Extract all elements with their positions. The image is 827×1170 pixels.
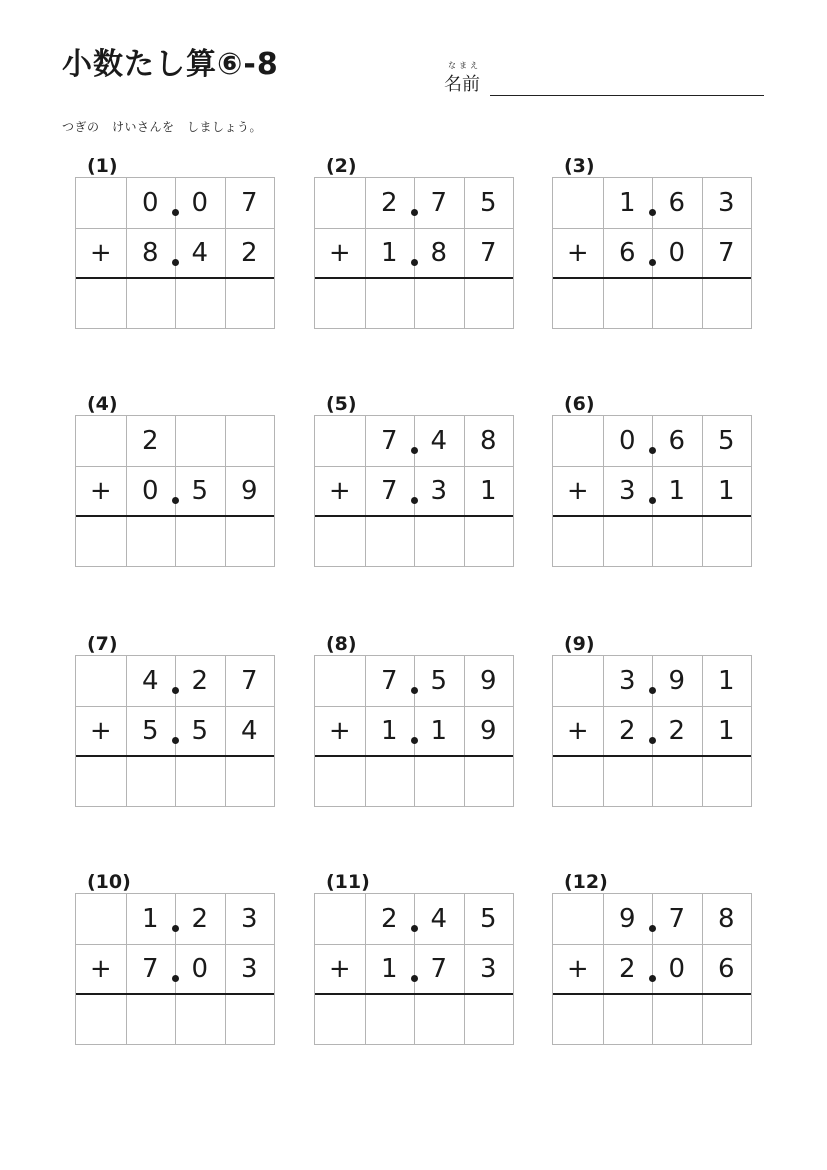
answer-cell[interactable] — [603, 278, 653, 328]
plus-sign: + — [328, 716, 351, 746]
problem-label: (5) — [326, 393, 357, 415]
decimal-point — [172, 925, 179, 932]
problem-label: (7) — [87, 633, 118, 655]
bottom-digit: 1 — [380, 954, 398, 984]
top-digit: 4 — [141, 666, 159, 696]
problem-9 — [552, 633, 752, 823]
answer-cell[interactable] — [225, 994, 275, 1044]
decimal-point — [649, 975, 656, 982]
bottom-digit: 0 — [191, 954, 209, 984]
decimal-point — [649, 925, 656, 932]
problem-1 — [75, 155, 275, 345]
plus-sign: + — [566, 954, 589, 984]
bottom-digit: 7 — [717, 238, 735, 268]
problem-grid — [75, 893, 275, 1045]
bottom-digit: 3 — [479, 954, 497, 984]
answer-cell[interactable] — [553, 278, 603, 328]
bottom-digit: 8 — [141, 238, 159, 268]
decimal-point — [172, 687, 179, 694]
decimal-point — [172, 737, 179, 744]
answer-cell[interactable] — [225, 516, 275, 566]
bottom-digit: 0 — [141, 476, 159, 506]
top-digit: 6 — [668, 188, 686, 218]
top-digit: 7 — [380, 666, 398, 696]
answer-cell[interactable] — [652, 756, 702, 806]
answer-cell[interactable] — [76, 516, 126, 566]
bottom-digit: 1 — [380, 716, 398, 746]
problem-label: (11) — [326, 871, 370, 893]
answer-cell[interactable] — [652, 278, 702, 328]
bottom-digit: 2 — [240, 238, 258, 268]
top-digit: 9 — [668, 666, 686, 696]
plus-sign: + — [89, 238, 112, 268]
top-digit: 2 — [380, 188, 398, 218]
top-digit: 7 — [240, 188, 258, 218]
problem-label: (6) — [564, 393, 595, 415]
answer-cell[interactable] — [315, 756, 365, 806]
top-digit: 5 — [479, 188, 497, 218]
answer-cell[interactable] — [365, 516, 415, 566]
problem-grid — [75, 415, 275, 567]
answer-cell[interactable] — [652, 994, 702, 1044]
bottom-digit: 3 — [240, 954, 258, 984]
answer-cell[interactable] — [464, 278, 514, 328]
name-ruby: なまえ — [448, 61, 481, 70]
problem-4 — [75, 393, 275, 583]
answer-cell[interactable] — [315, 516, 365, 566]
problem-label: (12) — [564, 871, 608, 893]
bottom-digit: 5 — [191, 716, 209, 746]
answer-cell[interactable] — [126, 756, 176, 806]
answer-cell[interactable] — [76, 994, 126, 1044]
top-digit: 5 — [479, 904, 497, 934]
decimal-point — [649, 209, 656, 216]
top-digit: 2 — [380, 904, 398, 934]
top-digit: 2 — [191, 904, 209, 934]
answer-cell[interactable] — [553, 516, 603, 566]
problem-grid — [314, 177, 514, 329]
top-digit: 1 — [717, 666, 735, 696]
answer-cell[interactable] — [365, 994, 415, 1044]
problem-10 — [75, 871, 275, 1061]
top-digit: 2 — [191, 666, 209, 696]
top-digit: 2 — [141, 426, 159, 456]
problem-label: (10) — [87, 871, 131, 893]
bottom-digit: 8 — [430, 238, 448, 268]
answer-cell[interactable] — [126, 516, 176, 566]
top-digit: 0 — [141, 188, 159, 218]
plus-sign: + — [566, 476, 589, 506]
bottom-digit: 1 — [717, 476, 735, 506]
top-digit: 3 — [618, 666, 636, 696]
bottom-digit: 7 — [479, 238, 497, 268]
answer-cell[interactable] — [315, 278, 365, 328]
bottom-digit: 1 — [668, 476, 686, 506]
answer-cell[interactable] — [702, 516, 752, 566]
plus-sign: + — [89, 954, 112, 984]
top-digit: 7 — [380, 426, 398, 456]
top-digit: 9 — [618, 904, 636, 934]
top-digit: 4 — [430, 904, 448, 934]
bottom-digit: 4 — [240, 716, 258, 746]
problem-2 — [314, 155, 514, 345]
problem-7 — [75, 633, 275, 823]
bottom-digit: 5 — [141, 716, 159, 746]
problem-12 — [552, 871, 752, 1061]
problem-5 — [314, 393, 514, 583]
bottom-digit: 3 — [618, 476, 636, 506]
decimal-point — [172, 209, 179, 216]
answer-cell[interactable] — [225, 278, 275, 328]
answer-cell[interactable] — [225, 756, 275, 806]
answer-cell[interactable] — [702, 994, 752, 1044]
answer-cell[interactable] — [414, 516, 464, 566]
top-digit: 5 — [430, 666, 448, 696]
top-digit: 6 — [668, 426, 686, 456]
name-write-line[interactable] — [490, 95, 764, 96]
problem-11 — [314, 871, 514, 1061]
bottom-digit: 2 — [618, 716, 636, 746]
answer-cell[interactable] — [553, 994, 603, 1044]
bottom-digit: 3 — [430, 476, 448, 506]
top-digit: 0 — [191, 188, 209, 218]
answer-cell[interactable] — [464, 516, 514, 566]
top-digit: 4 — [430, 426, 448, 456]
answer-cell[interactable] — [414, 994, 464, 1044]
answer-cell[interactable] — [365, 756, 415, 806]
top-digit: 7 — [430, 188, 448, 218]
answer-cell[interactable] — [76, 278, 126, 328]
plus-sign: + — [566, 238, 589, 268]
problem-8 — [314, 633, 514, 823]
problem-label: (2) — [326, 155, 357, 177]
problem-6 — [552, 393, 752, 583]
answer-cell[interactable] — [603, 516, 653, 566]
answer-cell[interactable] — [702, 278, 752, 328]
problem-3 — [552, 155, 752, 345]
answer-cell[interactable] — [464, 756, 514, 806]
decimal-point — [411, 925, 418, 932]
bottom-digit: 2 — [618, 954, 636, 984]
bottom-digit: 1 — [479, 476, 497, 506]
answer-cell[interactable] — [365, 278, 415, 328]
answer-cell[interactable] — [553, 756, 603, 806]
answer-cell[interactable] — [652, 516, 702, 566]
bottom-digit: 6 — [618, 238, 636, 268]
decimal-point — [411, 259, 418, 266]
problem-grid — [552, 893, 752, 1045]
answer-cell[interactable] — [76, 756, 126, 806]
plus-sign: + — [566, 716, 589, 746]
problem-label: (4) — [87, 393, 118, 415]
bottom-digit: 7 — [380, 476, 398, 506]
bottom-digit: 6 — [717, 954, 735, 984]
decimal-point — [172, 259, 179, 266]
plus-sign: + — [328, 954, 351, 984]
bottom-digit: 0 — [668, 238, 686, 268]
instruction-text: つぎの けいさんを しましょう。 — [62, 120, 263, 134]
answer-cell[interactable] — [702, 756, 752, 806]
decimal-point — [411, 687, 418, 694]
decimal-point — [649, 737, 656, 744]
answer-cell[interactable] — [175, 994, 225, 1044]
plus-sign: + — [89, 716, 112, 746]
decimal-point — [649, 687, 656, 694]
plus-sign: + — [89, 476, 112, 506]
problem-label: (1) — [87, 155, 118, 177]
decimal-point — [172, 497, 179, 504]
top-digit: 7 — [240, 666, 258, 696]
problem-label: (8) — [326, 633, 357, 655]
answer-cell[interactable] — [175, 516, 225, 566]
top-digit: 3 — [240, 904, 258, 934]
top-digit: 8 — [479, 426, 497, 456]
problem-grid — [75, 655, 275, 807]
problem-grid — [552, 655, 752, 807]
bottom-digit: 5 — [191, 476, 209, 506]
problem-grid — [314, 893, 514, 1045]
decimal-point — [649, 497, 656, 504]
bottom-digit: 7 — [430, 954, 448, 984]
problem-grid — [552, 177, 752, 329]
name-label: 名前 — [444, 74, 480, 95]
decimal-point — [411, 209, 418, 216]
bottom-digit: 1 — [717, 716, 735, 746]
problem-label: (3) — [564, 155, 595, 177]
page-title: 小数たし算⑥-8 — [62, 47, 279, 82]
top-digit: 3 — [717, 188, 735, 218]
problem-grid — [552, 415, 752, 567]
top-digit: 0 — [618, 426, 636, 456]
decimal-point — [172, 975, 179, 982]
decimal-point — [411, 737, 418, 744]
plus-sign: + — [328, 238, 351, 268]
top-digit: 1 — [141, 904, 159, 934]
answer-cell[interactable] — [175, 756, 225, 806]
answer-cell[interactable] — [464, 994, 514, 1044]
decimal-point — [411, 497, 418, 504]
decimal-point — [411, 975, 418, 982]
bottom-digit: 0 — [668, 954, 686, 984]
plus-sign: + — [328, 476, 351, 506]
top-digit: 9 — [479, 666, 497, 696]
decimal-point — [411, 447, 418, 454]
bottom-digit: 2 — [668, 716, 686, 746]
problem-grid — [314, 655, 514, 807]
bottom-digit: 4 — [191, 238, 209, 268]
problem-grid — [314, 415, 514, 567]
top-digit: 5 — [717, 426, 735, 456]
problem-grid — [75, 177, 275, 329]
answer-cell[interactable] — [126, 278, 176, 328]
answer-cell[interactable] — [175, 278, 225, 328]
bottom-digit: 7 — [141, 954, 159, 984]
bottom-digit: 1 — [430, 716, 448, 746]
answer-cell[interactable] — [414, 278, 464, 328]
problem-label: (9) — [564, 633, 595, 655]
bottom-digit: 9 — [479, 716, 497, 746]
answer-cell[interactable] — [315, 994, 365, 1044]
answer-cell[interactable] — [414, 756, 464, 806]
bottom-digit: 1 — [380, 238, 398, 268]
bottom-digit: 9 — [240, 476, 258, 506]
answer-cell[interactable] — [603, 756, 653, 806]
decimal-point — [649, 259, 656, 266]
decimal-point — [649, 447, 656, 454]
answer-cell[interactable] — [126, 994, 176, 1044]
top-digit: 8 — [717, 904, 735, 934]
top-digit: 1 — [618, 188, 636, 218]
top-digit: 7 — [668, 904, 686, 934]
answer-cell[interactable] — [603, 994, 653, 1044]
